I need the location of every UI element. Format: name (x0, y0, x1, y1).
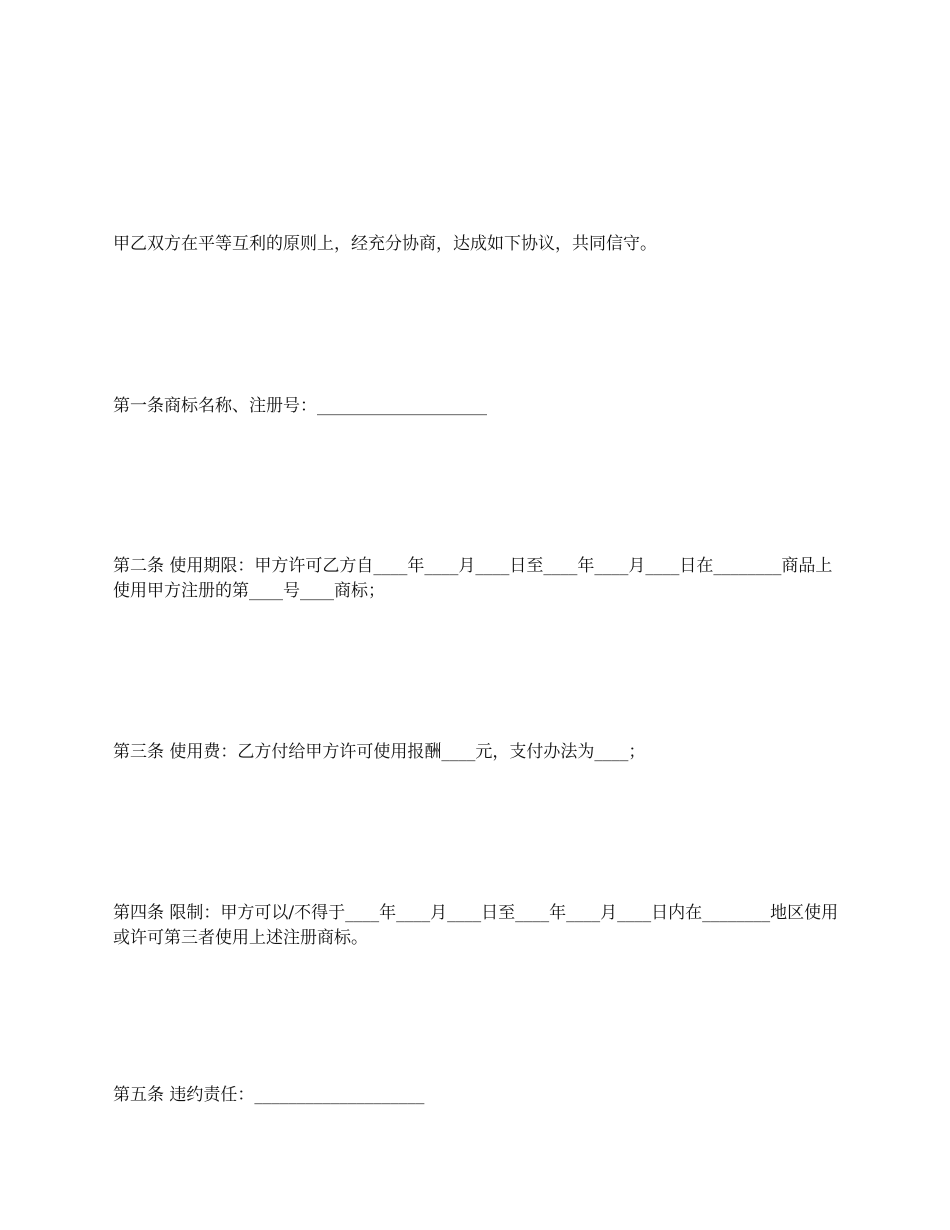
article-5-paragraph: 第五条 违约责任：____________________ (113, 1085, 425, 1105)
article-4-paragraph: 第四条 限制：甲方可以/不得于____年____月____日至____年____月____日内在________地区使用或许可第三者使用上述注册商标。 (113, 903, 839, 948)
article-1-paragraph: 第一条商标名称、注册号：____________________ (113, 396, 487, 416)
intro-paragraph: 甲乙双方在平等互利的原则上，经充分协商，达成如下协议，共同信守。 (113, 234, 657, 254)
article-2-paragraph: 第二条 使用期限：甲方许可乙方自____年____月____日至____年____月____日在________商品上使用甲方注册的第____号____商标； (113, 556, 833, 601)
article-3-paragraph: 第三条 使用费：乙方付给甲方许可使用报酬____元，支付办法为____； (113, 742, 646, 762)
